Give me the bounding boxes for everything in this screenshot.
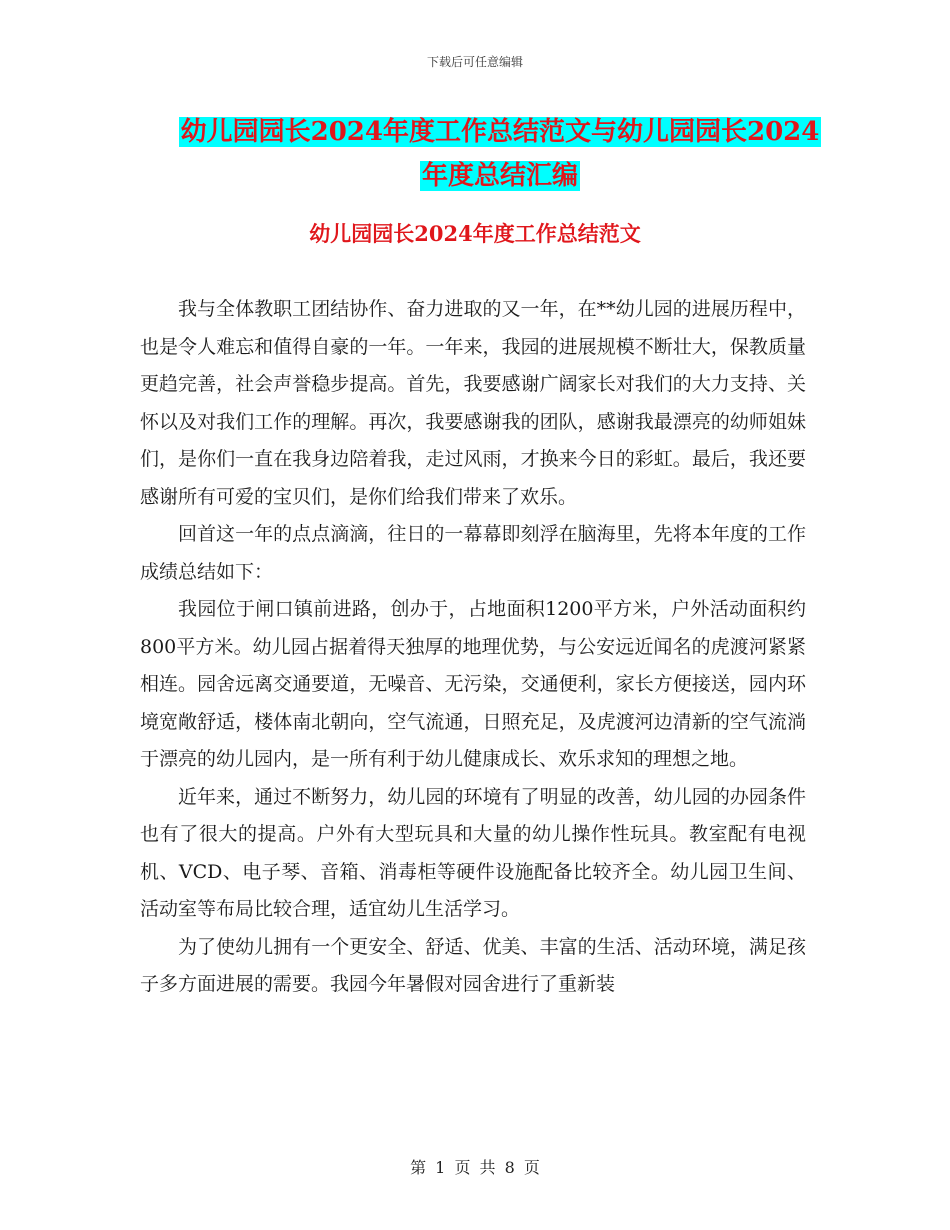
document-title-line-1: 幼儿园园长2024年度工作总结范文与幼儿园园长2024 <box>180 117 820 147</box>
document-title <box>150 110 850 198</box>
paragraph-1: 我与全体教职工团结协作、奋力进取的又一年，在**幼儿园的进展历程中，也是令人难忘和值得自豪的一年。一年来，我园的进展规模不断壮大，保教质量更趋完善，社会声誉稳步提高。首先，我要感谢广阔家长对我们的大力支持、关怀以及对我们工作的理解。再次，我要感谢我的团队，感谢我最漂亮的幼师姐妹们，是你们一直在我身边陪着我，走过风雨，才换来今日的彩虹。最后，我还要感谢所有可爱的宝贝们，是你们给我们带来了欢乐。 <box>140 298 806 508</box>
paragraph-3: 我园位于闸口镇前进路，创办于，占地面积1200平方米，户外活动面积约800平方米。幼儿园占据着得天独厚的地理优势，与公安远近闻名的虎渡河紧紧相连。园舍远离交通要道，无噪音、无污染，交通便利，家长方便接送，园内环境宽敞舒适，楼体南北朝向，空气流通，日照充足，及虎渡河边清新的空气流淌于漂亮的幼儿园内，是一所有利于幼儿健康成长、欢乐求知的理想之地。 <box>140 598 806 770</box>
header-note: 下载后可任意编辑 <box>426 55 523 69</box>
document-title-line-2: 年度总结汇编 <box>421 161 578 191</box>
page-number-footer: 第 1 页 共 8 页 <box>410 1158 540 1177</box>
paragraph-5: 为了使幼儿拥有一个更安全、舒适、优美、丰富的生活、活动环境，满足孩子多方面进展的需要。我园今年暑假对园舍进行了重新装 <box>140 935 806 995</box>
paragraph-4: 近年来，通过不断努力，幼儿园的环境有了明显的改善，幼儿园的办园条件也有了很大的提高。户外有大型玩具和大量的幼儿操作性玩具。教室配有电视机、VCD、电子琴、音箱、消毒柜等硬件设施配备比较齐全。幼儿园卫生间、活动室等布局比较合理，适宜幼儿生活学习。 <box>140 785 806 920</box>
paragraph-2: 回首这一年的点点滴滴，往日的一幕幕即刻浮在脑海里，先将本年度的工作成绩总结如下： <box>140 523 806 583</box>
document-body <box>140 291 806 1004</box>
section-title: 幼儿园园长2024年度工作总结范文 <box>309 221 641 246</box>
